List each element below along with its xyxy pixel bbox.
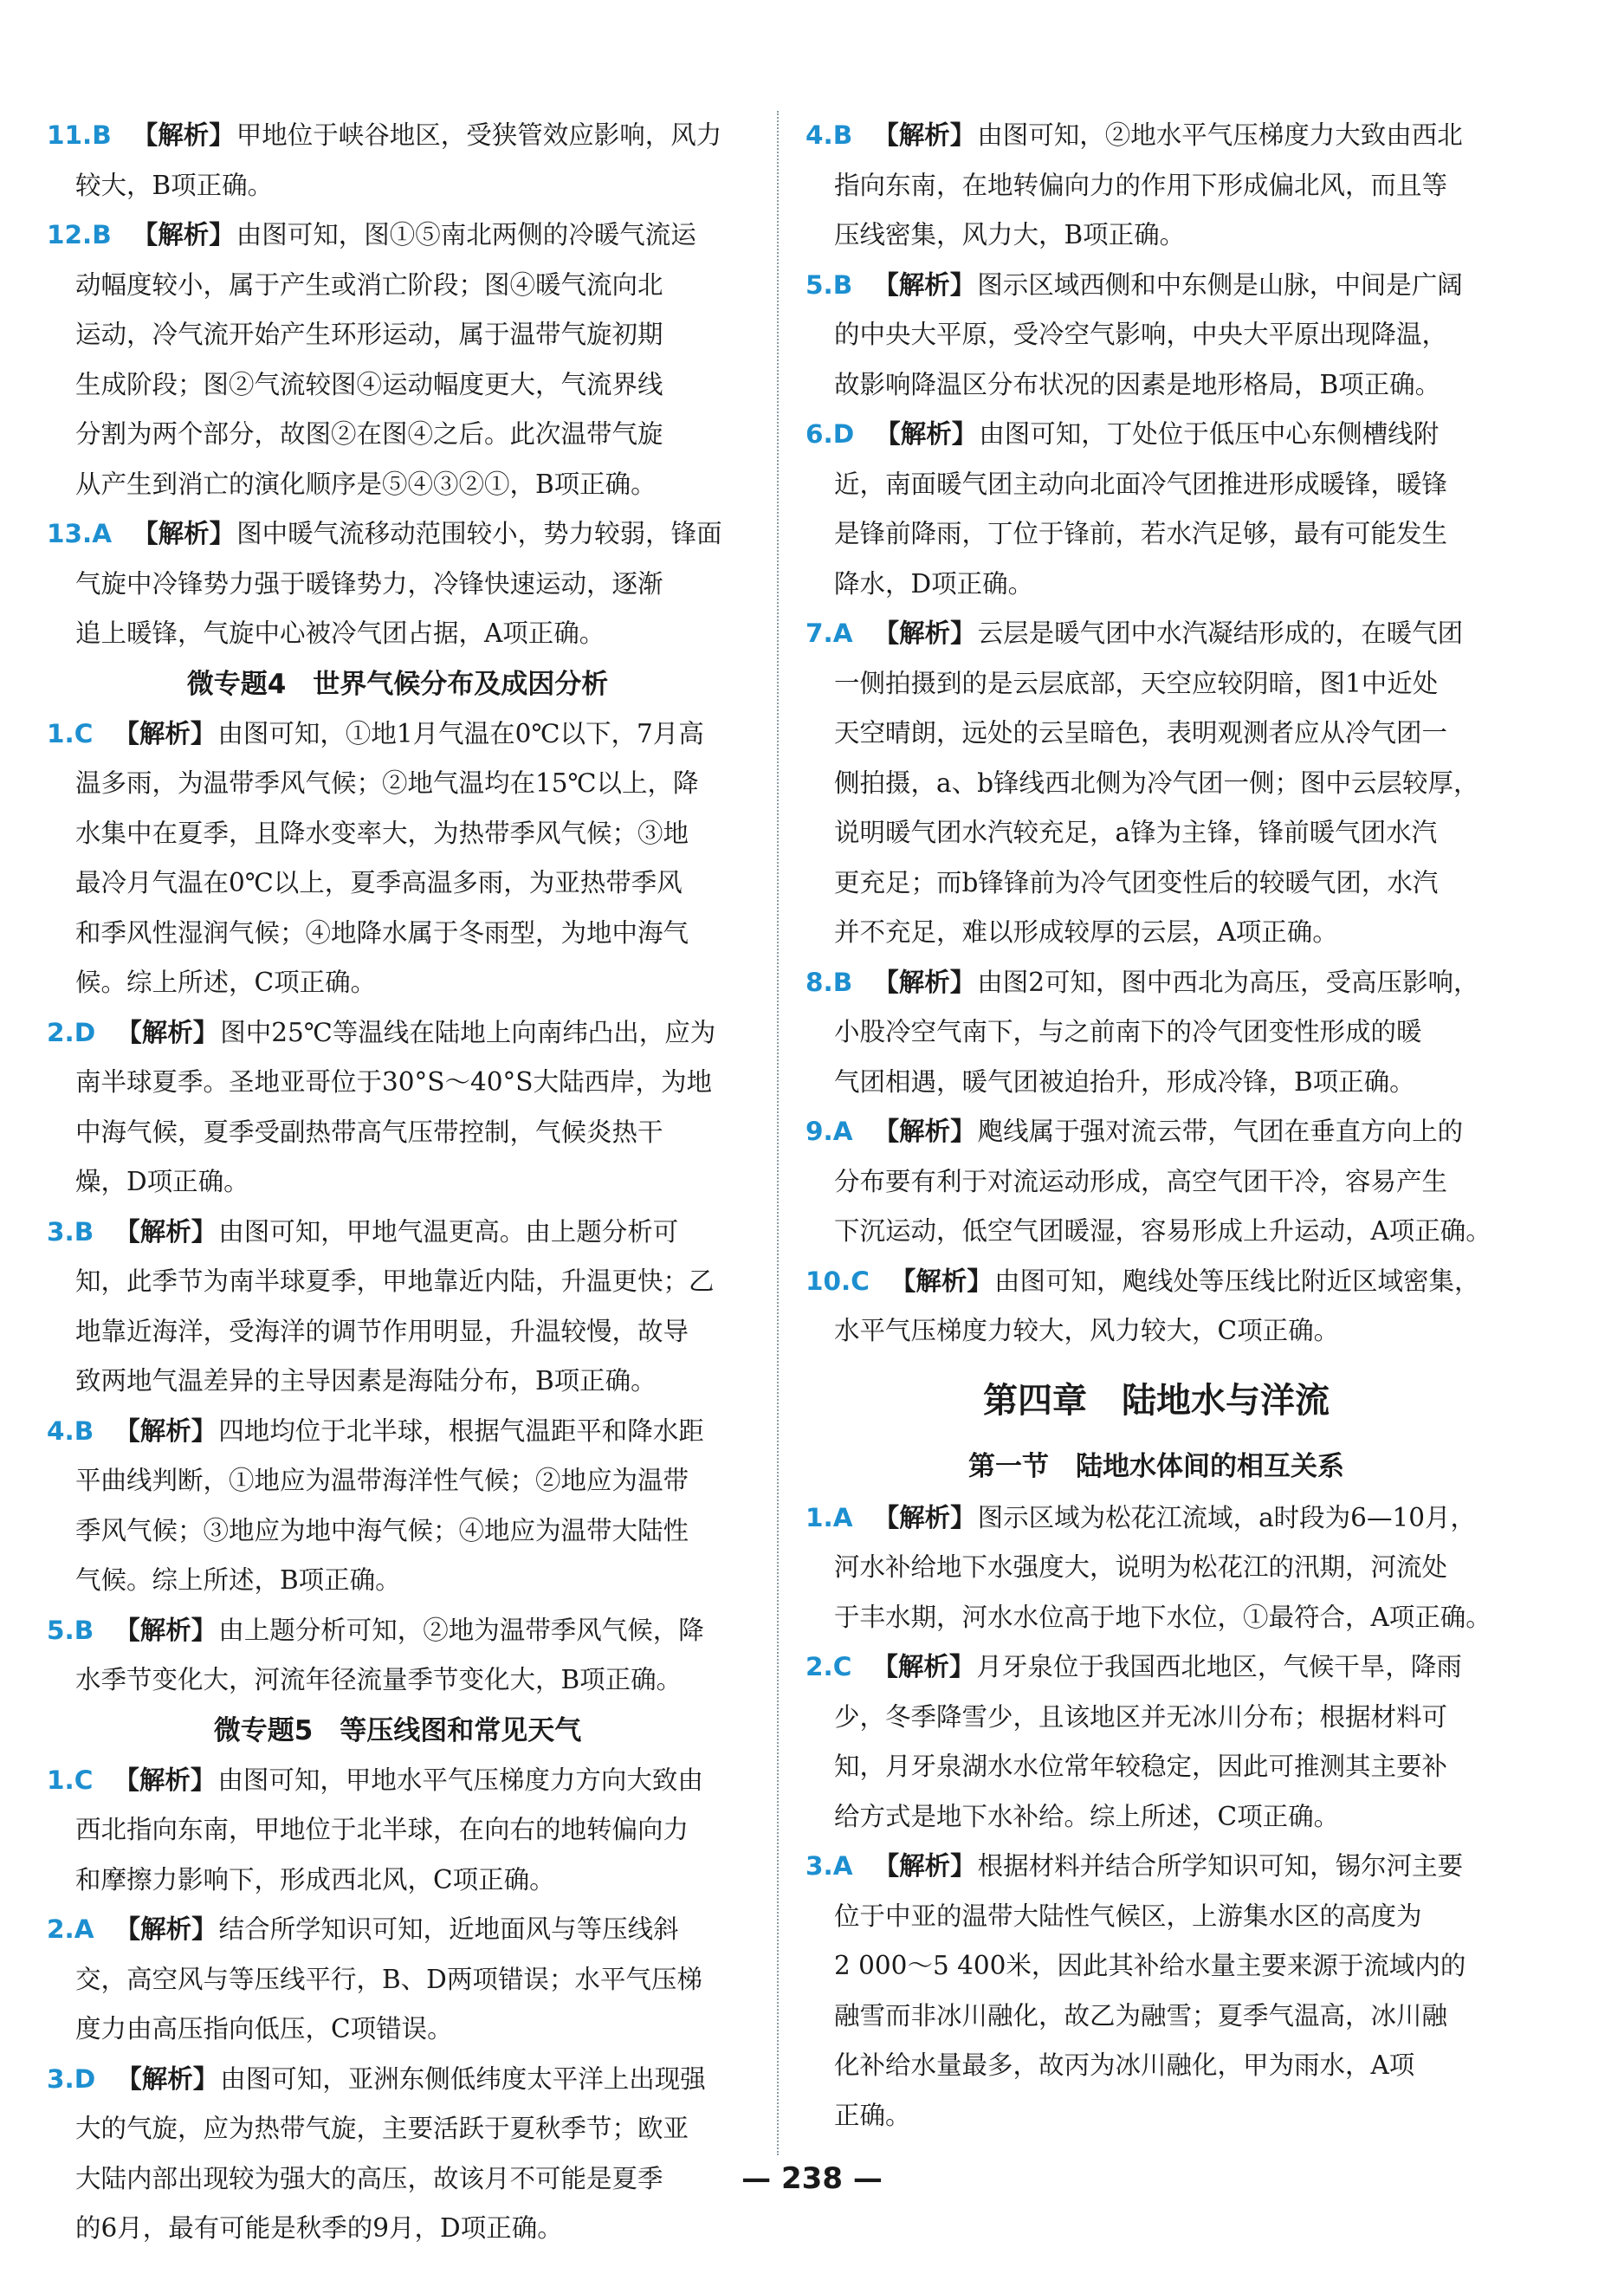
answer-text: 指向东南，在地转偏向力的作用下形成偏北风，而且等 (834, 170, 1448, 200)
answer-line (47, 1407, 748, 1457)
answer-text: 由图2可知，图中西北为高压，受高压影响， (977, 967, 1479, 997)
answer-item (806, 410, 1507, 609)
answer-text: 由图可知，①地1月气温在0℃以下，7月高 (217, 718, 704, 748)
answer-item (47, 211, 748, 509)
answer-item (806, 111, 1507, 261)
answer-text: 和摩擦力影响下，形成西北风，C项正确。 (75, 1864, 555, 1895)
answer-item (806, 1107, 1507, 1257)
answer-line (47, 509, 748, 560)
answer-line (806, 410, 1507, 460)
question-number: 11.B (47, 120, 112, 150)
answer-item (47, 1905, 748, 2055)
analysis-tag: 【解析】 (873, 120, 976, 150)
answer-line (47, 858, 748, 909)
answer-text: 由图可知，亚洲东侧低纬度太平洋上出现强 (220, 2063, 706, 2094)
answer-text: 飑线属于强对流云带，气团在垂直方向上的 (977, 1117, 1464, 1146)
answer-text: 给方式是地下水补给。综上所述，C项正确。 (834, 1801, 1340, 1831)
answer-line (47, 1357, 748, 1407)
answer-line (47, 609, 748, 659)
answer-text: 根据材料并结合所学知识可知，锡尔河主要 (977, 1851, 1464, 1881)
answer-item (47, 1008, 748, 1208)
answer-line (806, 509, 1507, 560)
answer-line (47, 1307, 748, 1357)
answer-line (47, 1606, 748, 1656)
answer-text: 图示区域西侧和中东侧是山脉，中间是广阔 (977, 269, 1463, 300)
answer-text: 中海气候，夏季受副热带高气压带控制，气候炎热干 (75, 1117, 663, 1147)
answer-text: 气旋中冷锋势力强于暖锋势力，冷锋快速运动，逐渐 (75, 568, 663, 599)
answer-line (47, 1157, 748, 1208)
answer-text: 侧拍摄，a、b锋线西北侧为冷气团一侧；图中云层较厚， (834, 768, 1479, 798)
answer-text: 大陆内部出现较为强大的高压，故该月不可能是夏季 (75, 2163, 663, 2193)
answer-line (47, 1905, 748, 1955)
answer-line (806, 1642, 1507, 1693)
answer-line (806, 161, 1507, 211)
answer-text: 由图可知，甲地气温更高。由上题分析可 (218, 1216, 679, 1247)
answer-line (806, 1107, 1507, 1157)
answer-line (47, 261, 748, 311)
answer-line (806, 211, 1507, 261)
answer-line (47, 410, 748, 460)
answer-text: 月牙泉位于我国西北地区，气候干旱，降雨 (976, 1652, 1462, 1681)
answer-line (806, 2041, 1507, 2091)
question-number: 6.D (806, 419, 855, 449)
answer-text: 致两地气温差异的主导因素是海陆分布，B项正确。 (75, 1366, 657, 1396)
answer-item (47, 509, 748, 659)
answer-text: 知，此季节为南半球夏季，甲地靠近内陆，升温更快；乙 (75, 1266, 715, 1296)
answer-text: 生成阶段；图②气流较图④运动幅度更大，气流界线 (75, 369, 663, 399)
answer-item (806, 958, 1507, 1108)
answer-text: 甲地位于峡谷地区，受狭管效应影响，风力 (236, 120, 722, 150)
answer-line (47, 1955, 748, 2005)
answer-text: 由图可知，图①⑤南北两侧的冷暖气流运 (236, 220, 696, 249)
answer-item (806, 1493, 1507, 1643)
answer-line (47, 1556, 748, 1606)
analysis-tag: 【解析】 (873, 619, 976, 648)
answer-item (47, 1208, 748, 1407)
answer-text: 的中央大平原，受冷空气影响，中央大平原出现降温， (834, 320, 1448, 349)
answer-line (47, 809, 748, 859)
answer-text: 分割为两个部分，故图②在图④之后。此次温带气旋 (75, 419, 663, 449)
analysis-tag: 【解析】 (113, 1765, 217, 1795)
answer-text: 降水，D项正确。 (834, 568, 1034, 599)
answer-text: 图中暖气流移动范围较小，势力较弱，锋面 (236, 519, 722, 548)
answer-text: 和季风性湿润气候；④地降水属于冬雨型，为地中海气 (75, 917, 689, 948)
answer-text: 少，冬季降雪少，且该地区并无冰川分布；根据材料可 (834, 1701, 1448, 1732)
answer-text: 气候。综上所述，B项正确。 (75, 1565, 401, 1595)
analysis-tag: 【解析】 (132, 220, 235, 249)
answer-text: 平曲线判断，①地应为温带海洋性气候；②地应为温带 (75, 1466, 689, 1495)
question-number: 2.D (47, 1017, 96, 1047)
answer-text: 由图可知，飑线处等压线比附近区域密集， (993, 1266, 1480, 1296)
analysis-tag: 【解析】 (113, 718, 217, 748)
answer-text: 水集中在夏季，且降水变率大，为热带季风气候；③地 (75, 818, 689, 848)
answer-line (806, 560, 1507, 610)
answer-item (47, 1606, 748, 1706)
answer-line (806, 808, 1507, 858)
answer-line (806, 460, 1507, 510)
analysis-tag: 【解析】 (873, 1851, 976, 1881)
answer-item (47, 2055, 748, 2254)
question-number: 9.A (806, 1117, 853, 1146)
answer-text: 正确。 (834, 2100, 911, 2130)
answer-text: 说明暖气团水汽较充足，a锋为主锋，锋前暖气团水汽 (834, 818, 1438, 847)
answer-line (806, 1792, 1507, 1843)
topic-heading: 微专题4 世界气候分布及成因分析 (186, 668, 609, 700)
answer-text: 度力由高压指向低压，C项错误。 (75, 2014, 453, 2044)
answer-line (806, 609, 1507, 659)
answer-line (47, 360, 748, 411)
question-number: 7.A (806, 619, 853, 648)
answer-line (47, 560, 748, 610)
answer-text: 候。综上所述，C项正确。 (75, 968, 377, 997)
answer-line (806, 709, 1507, 759)
analysis-tag: 【解析】 (873, 269, 976, 300)
answer-text: 河水补给地下水强度大，说明为松花江的汛期，河流处 (834, 1552, 1448, 1582)
answer-line (806, 1742, 1507, 1792)
answer-line (47, 1008, 748, 1059)
answer-text: 分布要有利于对流运动形成，高空气团干冷，容易产生 (834, 1166, 1448, 1196)
answer-line (806, 1257, 1507, 1307)
answer-line (47, 1856, 748, 1906)
answer-text: 水季节变化大，河流年径流量季节变化大，B项正确。 (75, 1665, 683, 1694)
answer-line (806, 360, 1507, 411)
answer-line (806, 111, 1507, 161)
answer-text: 地靠近海洋，受海洋的调节作用明显，升温较慢，故导 (75, 1316, 689, 1346)
answer-text: 压线密集，风力大，B项正确。 (834, 220, 1186, 249)
question-number: 5.B (47, 1615, 94, 1645)
answer-item (47, 111, 748, 211)
analysis-tag: 【解析】 (114, 1216, 217, 1247)
answer-line (806, 858, 1507, 909)
answer-text: 水平气压梯度力较大，风力较大，C项正确。 (834, 1316, 1340, 1345)
answer-text: 气团相遇，暖气团被迫抬升，形成冷锋，B项正确。 (834, 1066, 1415, 1097)
right-column (806, 111, 1507, 2141)
answer-item (47, 1756, 748, 1906)
answer-line (47, 1108, 748, 1158)
analysis-tag: 【解析】 (872, 1652, 975, 1681)
answer-text: 天空晴朗，远处的云呈暗色，表明观测者应从冷气团一 (834, 718, 1448, 748)
answer-text: 由图可知，甲地水平气压梯度力方向大致由 (217, 1765, 703, 1795)
question-number: 3.B (47, 1216, 94, 1247)
answer-line (806, 958, 1507, 1008)
analysis-tag: 【解析】 (114, 1914, 217, 1944)
answer-line (806, 1593, 1507, 1643)
answer-line (806, 1941, 1507, 1992)
answer-line (47, 211, 748, 261)
question-number: 12.B (47, 220, 112, 249)
left-column (47, 111, 748, 2254)
answer-text: 追上暖锋，气旋中心被冷气团占据，A项正确。 (75, 619, 605, 648)
analysis-tag: 【解析】 (116, 1017, 219, 1047)
answer-text: 动幅度较小，属于产生或消亡阶段；图④暖气流向北 (75, 269, 663, 300)
question-number: 8.B (806, 967, 853, 997)
answer-text: 由图可知，丁处位于低压中心东侧槽线附 (979, 419, 1440, 449)
answer-line (47, 161, 748, 211)
question-number: 1.C (47, 718, 94, 748)
answer-line (806, 1007, 1507, 1058)
answer-line (47, 1805, 748, 1856)
answer-text: 由上题分析可知，②地为温带季风气候，降 (218, 1615, 704, 1645)
answer-text: 的6月，最有可能是秋季的9月，D项正确。 (75, 2213, 563, 2243)
answer-item (806, 609, 1507, 958)
question-number: 3.D (47, 2063, 96, 2094)
answer-line (806, 1157, 1507, 1208)
answer-line (47, 709, 748, 760)
answer-line (47, 909, 748, 959)
answer-line (47, 1655, 748, 1706)
answer-line (47, 958, 748, 1008)
answer-item (806, 1257, 1507, 1357)
answer-line (47, 1257, 748, 1307)
answer-text: 小股冷空气南下，与之前南下的冷气团变性形成的暖 (834, 1017, 1422, 1046)
question-number: 5.B (806, 269, 853, 300)
answer-line (47, 2204, 748, 2254)
answer-text: 由图可知，②地水平气压梯度力大致由西北 (977, 120, 1463, 150)
answer-line (47, 1208, 748, 1258)
answer-item (806, 1642, 1507, 1842)
question-number: 2.A (47, 1914, 94, 1944)
question-number: 4.B (806, 120, 853, 150)
answer-text: 一侧拍摄到的是云层底部，天空应较阴暗，图1中近处 (834, 668, 1439, 698)
question-number: 10.C (806, 1266, 870, 1296)
chapter-title: 第四章 陆地水与洋流 (983, 1379, 1330, 1421)
answer-line (806, 1306, 1507, 1357)
answer-text: 于丰水期，河水水位高于地下水位，①最符合，A项正确。 (834, 1602, 1491, 1632)
answer-text: 图示区域为松花江流域，a时段为6—10月， (977, 1502, 1476, 1532)
answer-line (806, 1543, 1507, 1593)
answer-text: 位于中亚的温带大陆性气候区，上游集水区的高度为 (834, 1901, 1422, 1931)
answer-item (47, 709, 748, 1008)
answer-line (47, 310, 748, 360)
question-number: 2.C (806, 1652, 852, 1681)
answer-line (806, 1493, 1507, 1544)
analysis-tag: 【解析】 (873, 967, 976, 997)
answer-text: 更充足；而b锋锋前为冷气团变性后的较暖气团，水汽 (834, 867, 1439, 897)
answer-text: 是锋前降雨，丁位于锋前，若水汽足够，最有可能发生 (834, 519, 1448, 548)
answer-text: 近，南面暖气团主动向北面冷气团推进形成暖锋，暖锋 (834, 469, 1448, 499)
answer-line (47, 2055, 748, 2105)
answer-text: 交，高空风与等压线平行，B、D两项错误；水平气压梯 (75, 1964, 702, 1994)
answer-line (806, 1693, 1507, 1743)
analysis-tag: 【解析】 (114, 1415, 217, 1446)
answer-text: 结合所学知识可知，近地面风与等压线斜 (218, 1914, 679, 1944)
answer-line (806, 2091, 1507, 2141)
answer-text: 运动，冷气流开始产生环形运动，属于温带气旋初期 (75, 320, 663, 349)
answer-line (806, 261, 1507, 311)
page-number: — 238 — (741, 2161, 883, 2196)
topic-heading: 微专题5 等压线图和常见天气 (213, 1714, 582, 1746)
answer-text: 大的气旋，应为热带气旋，主要活跃于夏秋季节；欧亚 (75, 2114, 689, 2143)
answer-text: 化补给水量最多，故丙为冰川融化，甲为雨水，A项 (834, 2050, 1415, 2080)
answer-line (806, 908, 1507, 958)
answer-line (47, 1506, 748, 1557)
answer-line (47, 2104, 748, 2154)
answer-line (47, 460, 748, 510)
question-number: 1.C (47, 1765, 94, 1795)
answer-text: 南半球夏季。圣地亚哥位于30°S～40°S大陆西岸，为地 (75, 1067, 712, 1097)
analysis-tag: 【解析】 (890, 1266, 993, 1296)
answer-line (806, 759, 1507, 809)
answer-line (806, 1207, 1507, 1257)
answer-text: 温多雨，为温带季风气候；②地气温均在15℃以上，降 (75, 768, 699, 798)
answer-text: 云层是暖气团中水汽凝结形成的，在暖气团 (977, 619, 1464, 648)
answer-item (47, 1407, 748, 1606)
answer-text: 知，月牙泉湖水水位常年较稳定，因此可推测其主要补 (834, 1752, 1448, 1781)
analysis-tag: 【解析】 (133, 519, 236, 548)
answer-line (47, 111, 748, 161)
answer-line (806, 1058, 1507, 1108)
analysis-tag: 【解析】 (114, 1615, 217, 1645)
question-number: 4.B (47, 1415, 94, 1446)
answer-line (806, 310, 1507, 360)
answer-text: 2 000～5 400米，因此其补给水量主要来源于流域内的 (834, 1951, 1466, 1980)
answer-text: 并不充足，难以形成较厚的云层，A项正确。 (834, 917, 1338, 947)
question-number: 1.A (806, 1502, 853, 1532)
answer-item (806, 1842, 1507, 2141)
column-divider (777, 111, 779, 2155)
answer-line (47, 759, 748, 809)
answer-line (806, 1892, 1507, 1942)
answer-text: 燥，D项正确。 (75, 1167, 249, 1196)
question-number: 3.A (806, 1851, 853, 1881)
answer-text: 图中25℃等温线在陆地上向南纬凸出，应为 (220, 1017, 716, 1047)
answer-line (806, 1992, 1507, 2042)
analysis-tag: 【解析】 (873, 1502, 976, 1532)
answer-text: 下沉运动，低空气团暖湿，容易形成上升运动，A项正确。 (834, 1216, 1491, 1246)
answer-line (806, 659, 1507, 709)
answer-text: 较大，B项正确。 (75, 170, 274, 200)
answer-line (47, 1058, 748, 1108)
answer-line (47, 2005, 748, 2055)
answer-text: 故影响降温区分布状况的因素是地形格局，B项正确。 (834, 369, 1441, 399)
answer-text: 四地均位于北半球，根据气温距平和降水距 (218, 1415, 704, 1446)
answer-item (806, 261, 1507, 411)
answer-text: 从产生到消亡的演化顺序是⑤④③②①，B项正确。 (75, 469, 657, 499)
answer-line (47, 1756, 748, 1806)
answer-text: 最冷月气温在0℃以上，夏季高温多雨，为亚热带季风 (75, 868, 683, 897)
answer-text: 西北指向东南，甲地位于北半球，在向右的地转偏向力 (75, 1815, 689, 1844)
analysis-tag: 【解析】 (873, 1117, 976, 1146)
question-number: 13.A (47, 519, 113, 548)
section-title: 第一节 陆地水体间的相互关系 (968, 1450, 1344, 1482)
analysis-tag: 【解析】 (116, 2063, 219, 2094)
answer-line (47, 1456, 748, 1506)
analysis-tag: 【解析】 (875, 419, 978, 449)
analysis-tag: 【解析】 (132, 120, 235, 150)
answer-text: 季风气候；③地应为地中海气候；④地应为温带大陆性 (75, 1515, 689, 1545)
answer-text: 融雪而非冰川融化，故乙为融雪；夏季气温高，冰川融 (834, 2000, 1448, 2031)
answer-line (806, 1842, 1507, 1892)
